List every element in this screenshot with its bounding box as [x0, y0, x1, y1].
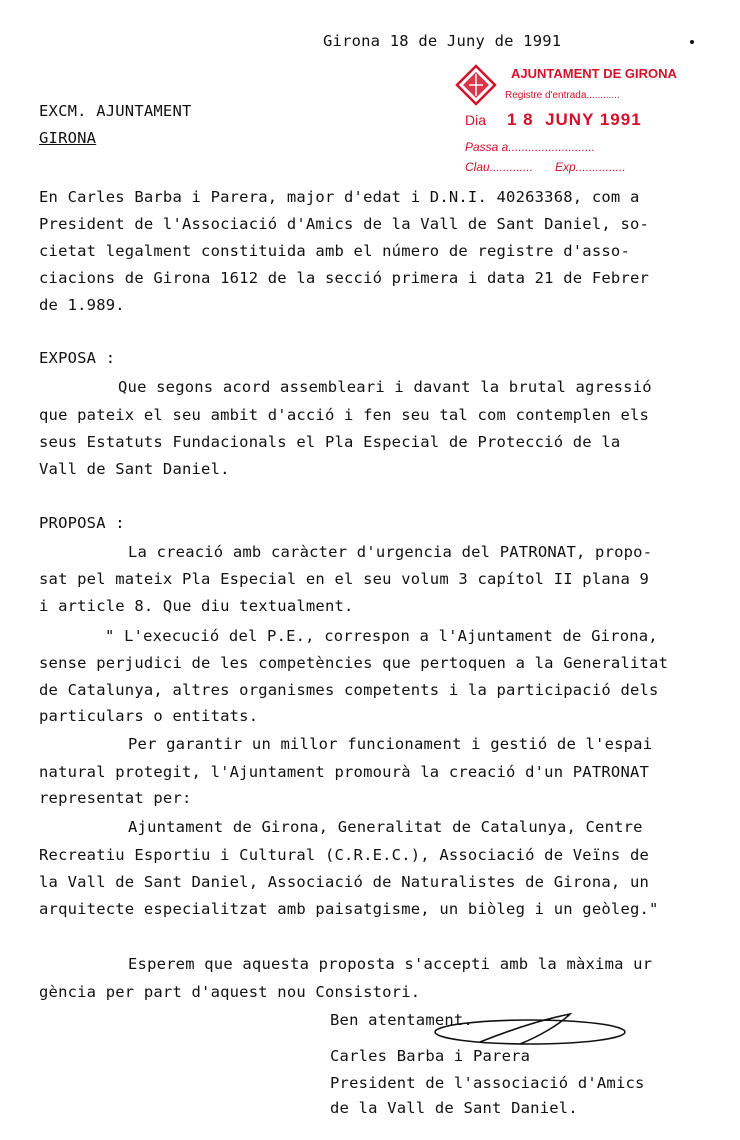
proposa-line: la Vall de Sant Daniel, Associació de Naturalistes de Girona, un	[39, 873, 650, 891]
proposa-heading: PROPOSA :	[39, 514, 125, 532]
stamp-exp: Exp...............	[555, 160, 626, 174]
signer-title-line: de la Vall de Sant Daniel.	[330, 1099, 578, 1117]
proposa-line: Ajuntament de Girona, Generalitat de Catalunya, Centre	[128, 818, 643, 836]
signature-scribble-icon	[420, 1000, 630, 1080]
stamp-org: AJUNTAMENT DE GIRONA	[511, 66, 677, 81]
proposa-line: de Catalunya, altres organismes competents i la participació dels	[39, 681, 659, 699]
signer-name: Carles Barba i Parera	[330, 1047, 531, 1065]
stamp-entry: Registre d'entrada............	[505, 90, 620, 101]
addressee-line2: GIRONA	[39, 129, 97, 147]
stamp-passa: Passa a..........................	[465, 140, 596, 154]
proposa-line: Per garantir un millor funcionament i gestió de l'espai	[128, 735, 653, 753]
proposa-line: sense perjudici de les competències que pertoquen a la Generalitat	[39, 654, 669, 672]
proposa-line: i article 8. Que diu textualment.	[39, 597, 354, 615]
proposa-line: sat pel mateix Pla Especial en el seu volum 3 capítol II plana 9	[39, 570, 650, 588]
exposa-line: que pateix el seu ambit d'acció i fen seu tal com contemplen els	[39, 406, 650, 424]
signer-title-line: President de l'associació d'Amics	[330, 1074, 645, 1092]
exposa-heading: EXPOSA :	[39, 349, 116, 367]
greeting: Ben atentament.	[330, 1011, 473, 1029]
intro-line: de 1.989.	[39, 296, 125, 314]
stamp-date-prefix: Dia	[465, 112, 487, 128]
intro-line: ciacions de Girona 1612 de la secció primera i data 21 de Febrer	[39, 269, 650, 287]
proposa-line: Recreatiu Esportiu i Cultural (C.R.E.C.), Associació de Veïns de	[39, 846, 650, 864]
proposa-line: " L'execució del P.E., correspon a l'Ajuntament de Girona,	[105, 627, 658, 645]
exposa-line: seus Estatuts Fundacionals el Pla Especial de Protecció de la	[39, 433, 621, 451]
proposa-line: La creació amb caràcter d'urgencia del PATRONAT, propo-	[128, 543, 653, 561]
proposa-line: particulars o entitats.	[39, 707, 259, 725]
proposa-line: natural protegit, l'Ajuntament promourà la creació d'un PATRONAT	[39, 763, 650, 781]
proposa-line: representat per:	[39, 789, 192, 807]
city-crest-icon	[455, 64, 497, 106]
intro-line: President de l'Associació d'Amics de la Vall de Sant Daniel, so-	[39, 215, 650, 233]
closing-line: Esperem que aquesta proposta s'accepti amb la màxima ur	[128, 955, 653, 973]
exposa-line: Vall de Sant Daniel.	[39, 460, 230, 478]
exposa-line: Que segons acord assembleari i davant la brutal agressió	[118, 378, 652, 396]
proposa-line: arquitecte especialitzat amb paisatgisme, un biòleg i un geòleg."	[39, 900, 659, 918]
addressee-line1: EXCM. AJUNTAMENT	[39, 102, 192, 120]
intro-line: cietat legalment constituida amb el número de registre d'asso-	[39, 242, 630, 260]
stamp-clau: Clau.............	[465, 160, 534, 174]
stamp-date: 1 8 JUNY 1991	[507, 110, 642, 129]
ink-dot	[690, 40, 694, 44]
registry-stamp	[455, 60, 677, 180]
intro-line: En Carles Barba i Parera, major d'edat i D.N.I. 40263368, com a	[39, 188, 640, 206]
date-line: Girona 18 de Juny de 1991	[323, 32, 562, 50]
closing-line: gència per part d'aquest nou Consistori.	[39, 983, 421, 1001]
